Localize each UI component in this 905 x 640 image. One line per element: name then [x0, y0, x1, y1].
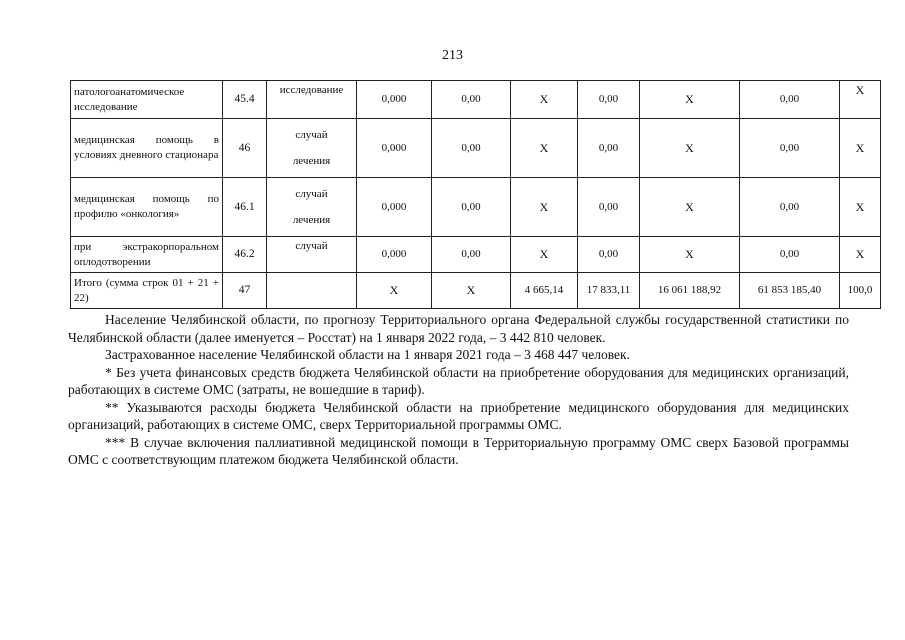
row-code: 46: [223, 119, 267, 178]
footnote-3: *** В случае включения паллиативной медицинской помощи в Территориальную программу ОМС сверх Базовой программы ОМС с соответствующим платежом бюджета Челябинской области.: [68, 434, 849, 467]
cell-value: Х: [840, 119, 881, 178]
cell-value: 0,00: [578, 119, 640, 178]
insured-population-paragraph: Застрахованное население Челябинской области на 1 января 2021 года – 3 468 447 человек.: [105, 347, 630, 362]
row-code: 46.1: [223, 178, 267, 237]
cell-value: 0,00: [578, 81, 640, 119]
row-code: 46.2: [223, 237, 267, 273]
cell-value: Х: [511, 178, 578, 237]
row-code: 45.4: [223, 81, 267, 119]
table-row: [71, 119, 881, 178]
cell-value: 61 853 185,40: [740, 273, 840, 309]
cell-value: 0,000: [357, 237, 432, 273]
row-name: при экстракорпоральном оплодотворении: [71, 237, 223, 273]
row-code: 47: [223, 273, 267, 309]
footnote-2: ** Указываются расходы бюджета Челябинской области на приобретение медицинского оборудования для медицинских организаций, работающих в системе ОМС, сверх Территориальной программы ОМС.: [68, 399, 849, 432]
notes-section: [68, 311, 849, 469]
population-paragraph: Население Челябинской области, по прогнозу Территориального органа Федеральной службы государственной статистики по Челябинской области (далее именуется – Росстат) на 1 января 2022 года, – 3 442 810 человек.: [68, 312, 849, 345]
cell-value: 0,00: [740, 119, 840, 178]
row-unit: случай лечения: [267, 119, 357, 178]
table-row: [71, 81, 881, 119]
cell-value: 17 833,11: [578, 273, 640, 309]
cell-value: Х: [640, 237, 740, 273]
cell-value: 0,00: [740, 81, 840, 119]
cell-value: 0,000: [357, 119, 432, 178]
row-name: медицинская помощь по профилю «онкология»: [71, 178, 223, 237]
cell-value: 0,00: [740, 178, 840, 237]
row-unit: случай: [267, 237, 357, 273]
cell-value: 16 061 188,92: [640, 273, 740, 309]
cell-value: 0,00: [740, 237, 840, 273]
page-number: 213: [442, 48, 463, 63]
row-unit: случай лечения: [267, 178, 357, 237]
cell-value: 0,00: [578, 237, 640, 273]
cell-value: Х: [640, 81, 740, 119]
cell-value: Х: [511, 119, 578, 178]
financing-table: [70, 80, 881, 309]
cell-value: Х: [511, 81, 578, 119]
cell-value: 0,00: [578, 178, 640, 237]
cell-value: Х: [640, 119, 740, 178]
footnote-1: * Без учета финансовых средств бюджета Челябинской области на приобретение оборудования для медицинских организаций, работающих в системе ОМС (затраты, не вошедшие в тариф).: [68, 364, 849, 397]
cell-value: 0,00: [432, 237, 511, 273]
cell-value: Х: [640, 178, 740, 237]
cell-value: 100,0: [840, 273, 881, 309]
cell-value: 0,00: [432, 81, 511, 119]
cell-value: Х: [840, 81, 881, 119]
cell-value: Х: [840, 237, 881, 273]
cell-value: 0,000: [357, 178, 432, 237]
cell-value: 0,00: [432, 178, 511, 237]
cell-value: Х: [357, 273, 432, 309]
cell-value: 0,00: [432, 119, 511, 178]
row-name: медицинская помощь в условиях дневного стационара: [71, 119, 223, 178]
cell-value: Х: [840, 178, 881, 237]
cell-value: Х: [432, 273, 511, 309]
row-name: патологоанатомическое исследование: [71, 81, 223, 119]
table-row-total: [71, 273, 881, 309]
table-row: [71, 237, 881, 273]
cell-value: 0,000: [357, 81, 432, 119]
cell-value: 4 665,14: [511, 273, 578, 309]
row-unit: [267, 273, 357, 309]
row-unit: исследование: [267, 81, 357, 119]
table-row: [71, 178, 881, 237]
row-name: Итого (сумма строк 01 + 21 + 22): [71, 273, 223, 309]
cell-value: Х: [511, 237, 578, 273]
